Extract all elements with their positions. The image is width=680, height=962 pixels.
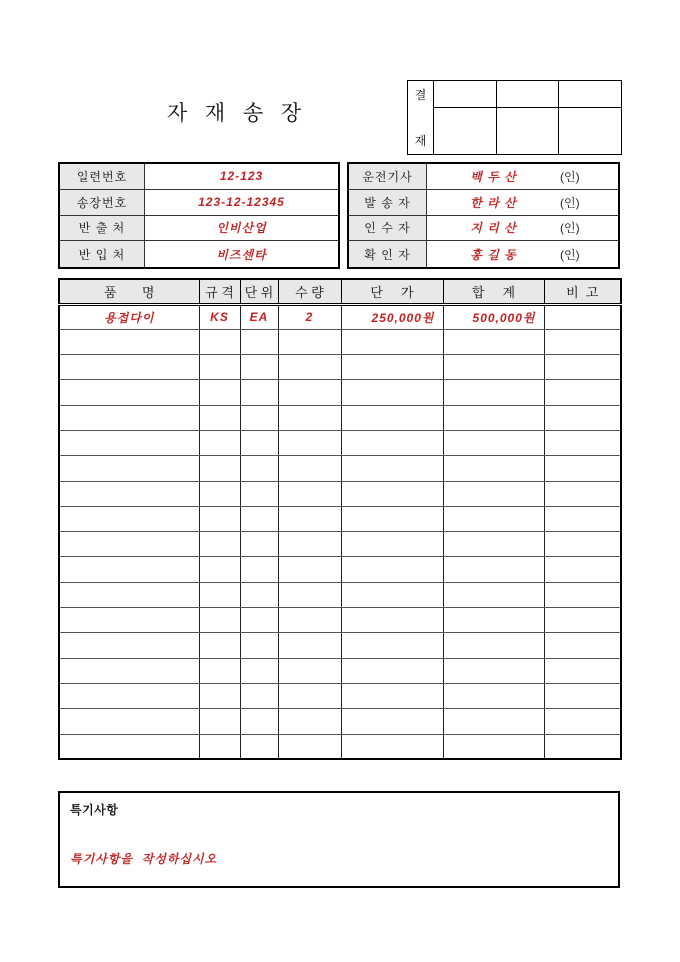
- item-row: [59, 304, 621, 329]
- driver-label: 운전기사: [349, 164, 427, 190]
- invoice-number-value: 123-12-12345: [145, 190, 338, 216]
- item-total-cell: [443, 532, 544, 557]
- approval-signature-cell: [434, 108, 496, 154]
- item-name-cell: [59, 481, 199, 506]
- approval-title-cell: [497, 81, 559, 108]
- item-spec-cell: [199, 608, 240, 633]
- item-unit-price-cell: [341, 430, 443, 455]
- item-name-cell: [59, 329, 199, 354]
- item-qty-cell: [278, 329, 341, 354]
- confirmer-value-cell: [427, 241, 618, 267]
- item-spec-cell: [199, 380, 240, 405]
- confirmer-seal-mark: (인): [560, 247, 580, 262]
- item-unit-price-cell: [341, 532, 443, 557]
- item-name-cell: [59, 380, 199, 405]
- item-spec-cell: [199, 633, 240, 658]
- receiving-place-label: 반 입 처: [60, 241, 145, 267]
- item-qty-cell: 2: [278, 304, 341, 329]
- invoice-number-label: 송장번호: [60, 190, 145, 216]
- item-note-cell: [544, 506, 621, 531]
- item-name-cell: [59, 734, 199, 759]
- item-unit-cell: [240, 506, 278, 531]
- item-unit-price-cell: [341, 734, 443, 759]
- item-total-cell: [443, 481, 544, 506]
- receiver-value-cell: [427, 216, 618, 242]
- item-qty-cell: [278, 633, 341, 658]
- item-name-cell: [59, 633, 199, 658]
- item-name-cell: [59, 709, 199, 734]
- item-unit-price-cell: [341, 481, 443, 506]
- item-name-cell: [59, 582, 199, 607]
- empty-item-row: [59, 430, 621, 455]
- item-unit-cell: [240, 430, 278, 455]
- empty-item-row: [59, 633, 621, 658]
- item-unit-price-cell: [341, 658, 443, 683]
- item-spec-cell: [199, 557, 240, 582]
- item-note-cell: [544, 658, 621, 683]
- approval-vertical-label: [408, 81, 434, 154]
- empty-item-row: [59, 709, 621, 734]
- item-note-cell: [544, 532, 621, 557]
- item-unit-cell: [240, 329, 278, 354]
- col-header-total: 합 계: [443, 279, 544, 304]
- special-notes-placeholder: 특기사항을 작성하십시오: [70, 852, 218, 866]
- item-name-cell: [59, 557, 199, 582]
- item-total-cell: [443, 658, 544, 683]
- item-total-cell: [443, 633, 544, 658]
- approval-box: [407, 80, 622, 155]
- info-table-left: [58, 162, 340, 269]
- item-unit-price-cell: [341, 456, 443, 481]
- receiver-name: 지 리 산: [470, 221, 517, 236]
- item-unit-cell: [240, 380, 278, 405]
- item-total-cell: [443, 380, 544, 405]
- item-total-cell: [443, 430, 544, 455]
- item-qty-cell: [278, 456, 341, 481]
- sender-label: 발 송 자: [349, 190, 427, 216]
- item-total-cell: [443, 405, 544, 430]
- item-total-cell: [443, 734, 544, 759]
- item-spec-cell: [199, 582, 240, 607]
- page-title: 자 재 송 장: [166, 102, 304, 125]
- item-unit-cell: [240, 658, 278, 683]
- driver-value-cell: [427, 164, 618, 190]
- item-note-cell: [544, 380, 621, 405]
- serial-number-label: 일련번호: [60, 164, 145, 190]
- items-table: [58, 278, 622, 760]
- item-total-cell: [443, 355, 544, 380]
- item-spec-cell: [199, 506, 240, 531]
- approval-signature-column: [434, 81, 496, 154]
- approval-signature-column: [496, 81, 559, 154]
- item-total-cell: 500,000원: [443, 304, 544, 329]
- item-qty-cell: [278, 405, 341, 430]
- col-header-item-name: 품 명: [59, 279, 199, 304]
- item-spec-cell: [199, 532, 240, 557]
- item-name-cell: [59, 405, 199, 430]
- approval-signature-cell: [497, 108, 559, 154]
- empty-item-row: [59, 557, 621, 582]
- empty-item-row: [59, 380, 621, 405]
- item-unit-cell: EA: [240, 304, 278, 329]
- item-unit-price-cell: [341, 557, 443, 582]
- receiver-seal-mark: (인): [560, 221, 580, 236]
- item-unit-price-cell: [341, 582, 443, 607]
- item-total-cell: [443, 329, 544, 354]
- item-unit-cell: [240, 633, 278, 658]
- confirmer-name: 홍 길 동: [470, 247, 517, 262]
- driver-seal-mark: (인): [560, 169, 580, 184]
- item-unit-price-cell: [341, 329, 443, 354]
- item-name-cell: [59, 532, 199, 557]
- serial-number-value: 12-123: [145, 164, 338, 190]
- item-note-cell: [544, 405, 621, 430]
- item-unit-cell: [240, 582, 278, 607]
- item-unit-cell: [240, 481, 278, 506]
- item-spec-cell: [199, 683, 240, 708]
- item-unit-cell: [240, 405, 278, 430]
- item-name-cell: [59, 430, 199, 455]
- item-qty-cell: [278, 709, 341, 734]
- col-header-quantity: 수 량: [278, 279, 341, 304]
- item-spec-cell: [199, 709, 240, 734]
- item-note-cell: [544, 456, 621, 481]
- item-name-cell: [59, 658, 199, 683]
- item-qty-cell: [278, 481, 341, 506]
- item-unit-price-cell: [341, 683, 443, 708]
- item-note-cell: [544, 582, 621, 607]
- item-unit-cell: [240, 683, 278, 708]
- empty-item-row: [59, 456, 621, 481]
- item-qty-cell: [278, 683, 341, 708]
- item-name-cell: [59, 608, 199, 633]
- col-header-note: 비 고: [544, 279, 621, 304]
- item-qty-cell: [278, 557, 341, 582]
- item-spec-cell: [199, 456, 240, 481]
- approval-char-2: 재: [414, 134, 427, 148]
- item-unit-price-cell: [341, 405, 443, 430]
- empty-item-row: [59, 582, 621, 607]
- approval-signature-column: [558, 81, 621, 154]
- approval-signature-cell: [559, 108, 621, 154]
- items-header-row: [59, 279, 621, 304]
- empty-item-row: [59, 734, 621, 759]
- approval-char-1: 결: [414, 88, 427, 102]
- sender-value-cell: [427, 190, 618, 216]
- item-name-cell: [59, 456, 199, 481]
- item-note-cell: [544, 608, 621, 633]
- item-qty-cell: [278, 608, 341, 633]
- item-unit-price-cell: 250,000원: [341, 304, 443, 329]
- item-unit-cell: [240, 557, 278, 582]
- confirmer-label: 확 인 자: [349, 241, 427, 267]
- item-note-cell: [544, 329, 621, 354]
- item-qty-cell: [278, 532, 341, 557]
- item-note-cell: [544, 304, 621, 329]
- item-unit-price-cell: [341, 506, 443, 531]
- item-unit-cell: [240, 709, 278, 734]
- item-unit-cell: [240, 734, 278, 759]
- item-unit-price-cell: [341, 608, 443, 633]
- item-note-cell: [544, 709, 621, 734]
- item-note-cell: [544, 430, 621, 455]
- item-total-cell: [443, 582, 544, 607]
- empty-item-row: [59, 481, 621, 506]
- item-note-cell: [544, 734, 621, 759]
- item-qty-cell: [278, 582, 341, 607]
- empty-item-row: [59, 658, 621, 683]
- empty-item-row: [59, 608, 621, 633]
- receiving-place-value: 비즈센타: [216, 247, 267, 262]
- receiver-label: 인 수 자: [349, 216, 427, 242]
- item-name-cell: 용접다이: [59, 304, 199, 329]
- release-place-value: 인비산업: [145, 216, 338, 242]
- item-name-cell: [59, 355, 199, 380]
- special-notes-title: 특기사항: [70, 803, 119, 817]
- item-unit-price-cell: [341, 709, 443, 734]
- item-qty-cell: [278, 355, 341, 380]
- item-spec-cell: [199, 658, 240, 683]
- col-header-unit: 단 위: [240, 279, 278, 304]
- empty-item-row: [59, 355, 621, 380]
- empty-item-row: [59, 532, 621, 557]
- info-table-right: [347, 162, 620, 269]
- item-unit-cell: [240, 532, 278, 557]
- item-qty-cell: [278, 430, 341, 455]
- item-name-cell: [59, 506, 199, 531]
- approval-title-cell: [559, 81, 621, 108]
- item-total-cell: [443, 608, 544, 633]
- item-total-cell: [443, 456, 544, 481]
- approval-title-cell: [434, 81, 496, 108]
- item-spec-cell: [199, 329, 240, 354]
- item-unit-price-cell: [341, 355, 443, 380]
- sender-seal-mark: (인): [560, 195, 580, 210]
- item-total-cell: [443, 683, 544, 708]
- item-qty-cell: [278, 658, 341, 683]
- empty-item-row: [59, 405, 621, 430]
- item-note-cell: [544, 683, 621, 708]
- item-unit-cell: [240, 608, 278, 633]
- empty-item-row: [59, 506, 621, 531]
- item-unit-cell: [240, 355, 278, 380]
- item-qty-cell: [278, 506, 341, 531]
- items-body: [59, 304, 621, 759]
- item-total-cell: [443, 506, 544, 531]
- item-qty-cell: [278, 734, 341, 759]
- item-spec-cell: [199, 405, 240, 430]
- special-notes-box: [58, 791, 620, 888]
- item-spec-cell: [199, 355, 240, 380]
- item-spec-cell: [199, 430, 240, 455]
- col-header-unit-price: 단 가: [341, 279, 443, 304]
- empty-item-row: [59, 329, 621, 354]
- release-place-label: 반 출 처: [60, 216, 145, 242]
- item-total-cell: [443, 557, 544, 582]
- item-note-cell: [544, 481, 621, 506]
- item-unit-price-cell: [341, 633, 443, 658]
- item-note-cell: [544, 633, 621, 658]
- empty-item-row: [59, 683, 621, 708]
- item-unit-price-cell: [341, 380, 443, 405]
- item-total-cell: [443, 709, 544, 734]
- item-note-cell: [544, 557, 621, 582]
- item-unit-cell: [240, 456, 278, 481]
- driver-name: 백 두 산: [470, 169, 517, 184]
- item-spec-cell: KS: [199, 304, 240, 329]
- item-qty-cell: [278, 380, 341, 405]
- item-spec-cell: [199, 481, 240, 506]
- item-name-cell: [59, 683, 199, 708]
- item-spec-cell: [199, 734, 240, 759]
- col-header-spec: 규 격: [199, 279, 240, 304]
- item-note-cell: [544, 355, 621, 380]
- sender-name: 한 라 산: [470, 195, 517, 210]
